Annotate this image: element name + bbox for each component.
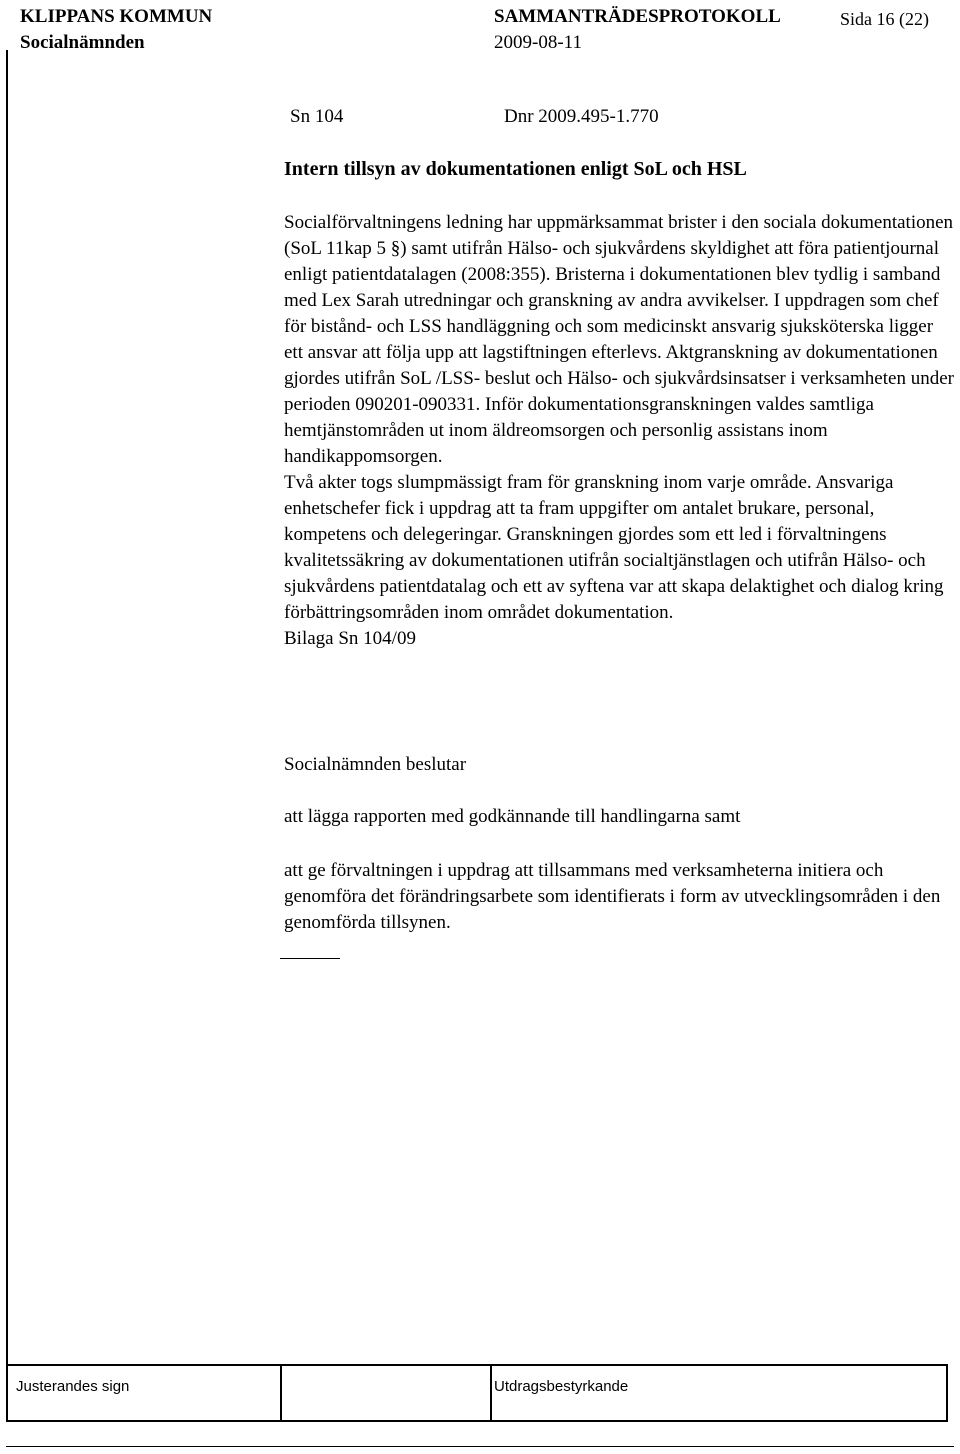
item-dnr: Dnr 2009.495-1.770 bbox=[504, 106, 659, 127]
meeting-date: 2009-08-11 bbox=[494, 32, 582, 53]
item-title: Intern tillsyn av dokumentationen enligt SoL och HSL bbox=[284, 158, 747, 180]
footer-divider-2 bbox=[490, 1364, 492, 1422]
footer-bottom-rule bbox=[6, 1420, 948, 1422]
committee-name: Socialnämnden bbox=[20, 32, 145, 53]
attachment-reference: Bilaga Sn 104/09 bbox=[284, 628, 416, 649]
org-name: KLIPPANS KOMMUN bbox=[20, 6, 213, 27]
body-paragraph-1: Socialförvaltningens ledning har uppmärksammat brister i den sociala dokumentationen (SoL 11kap 5 §) samt utifrån Hälso- och sjukvårdens skyldighet att föra patientjournal enligt patientdatalagen (2008:355). Bristerna i dokumentationen blev tydlig i samband med Lex Sarah utredningar och granskning av andra avvikelser. I uppdragen som chef för bistånd- och LSS handläggning och som medicinskt ansvarig sjuksköterska ligger ett ansvar att följa upp att lagstiftningen efterlevs. Aktgranskning av dokumentationen gjordes utifrån SoL /LSS- beslut och Hälso- och sjukvårdsinsatser i verksamheten under perioden 090201-090331. Inför dokumentationsgranskningen valdes samtliga hemtjänstområden ut inom äldreomsorgen och personlig assistans inom handikappomsorgen. bbox=[284, 212, 954, 467]
footer-top-rule bbox=[6, 1364, 948, 1366]
signature-label: Justerandes sign bbox=[16, 1378, 130, 1395]
body-paragraph-2: Två akter togs slumpmässigt fram för granskning inom varje område. Ansvariga enhetschefer fick i uppdrag att ta fram uppgifter om antalet brukare, personal, kompetens och delegeringar. Granskningen gjordes som ett led i förvaltningens kvalitetssäkring av dokumentationen utifrån socialtjänstlagen och utifrån Hälso- och sjukvårdens patientdatalag och ett av syftena var att skapa delaktighet och dialog kring förbättringsområden inom området dokumentation. bbox=[284, 472, 944, 623]
document-type: SAMMANTRÄDESPROTOKOLL bbox=[494, 6, 781, 27]
footer-divider-right bbox=[946, 1364, 948, 1422]
footer-divider-1 bbox=[280, 1364, 282, 1422]
body-text bbox=[284, 210, 956, 652]
page-number: Sida 16 (22) bbox=[840, 9, 929, 29]
extract-certification-label: Utdragsbestyrkande bbox=[494, 1378, 629, 1395]
page-bottom-rule bbox=[6, 1446, 954, 1447]
decision-point-1: att lägga rapporten med godkännande till handlingarna samt bbox=[284, 806, 741, 827]
decision-heading: Socialnämnden beslutar bbox=[284, 754, 467, 775]
item-number: Sn 104 bbox=[290, 106, 344, 127]
page-left-rule bbox=[6, 50, 8, 1422]
footer-divider-left bbox=[6, 1364, 8, 1422]
end-rule bbox=[280, 958, 340, 959]
decision-point-2: att ge förvaltningen i uppdrag att tillsammans med verksamheterna initiera och genomföra det förändringsarbete som identifierats i form av utvecklingsområden i den genomförda tillsynen. bbox=[284, 860, 941, 933]
